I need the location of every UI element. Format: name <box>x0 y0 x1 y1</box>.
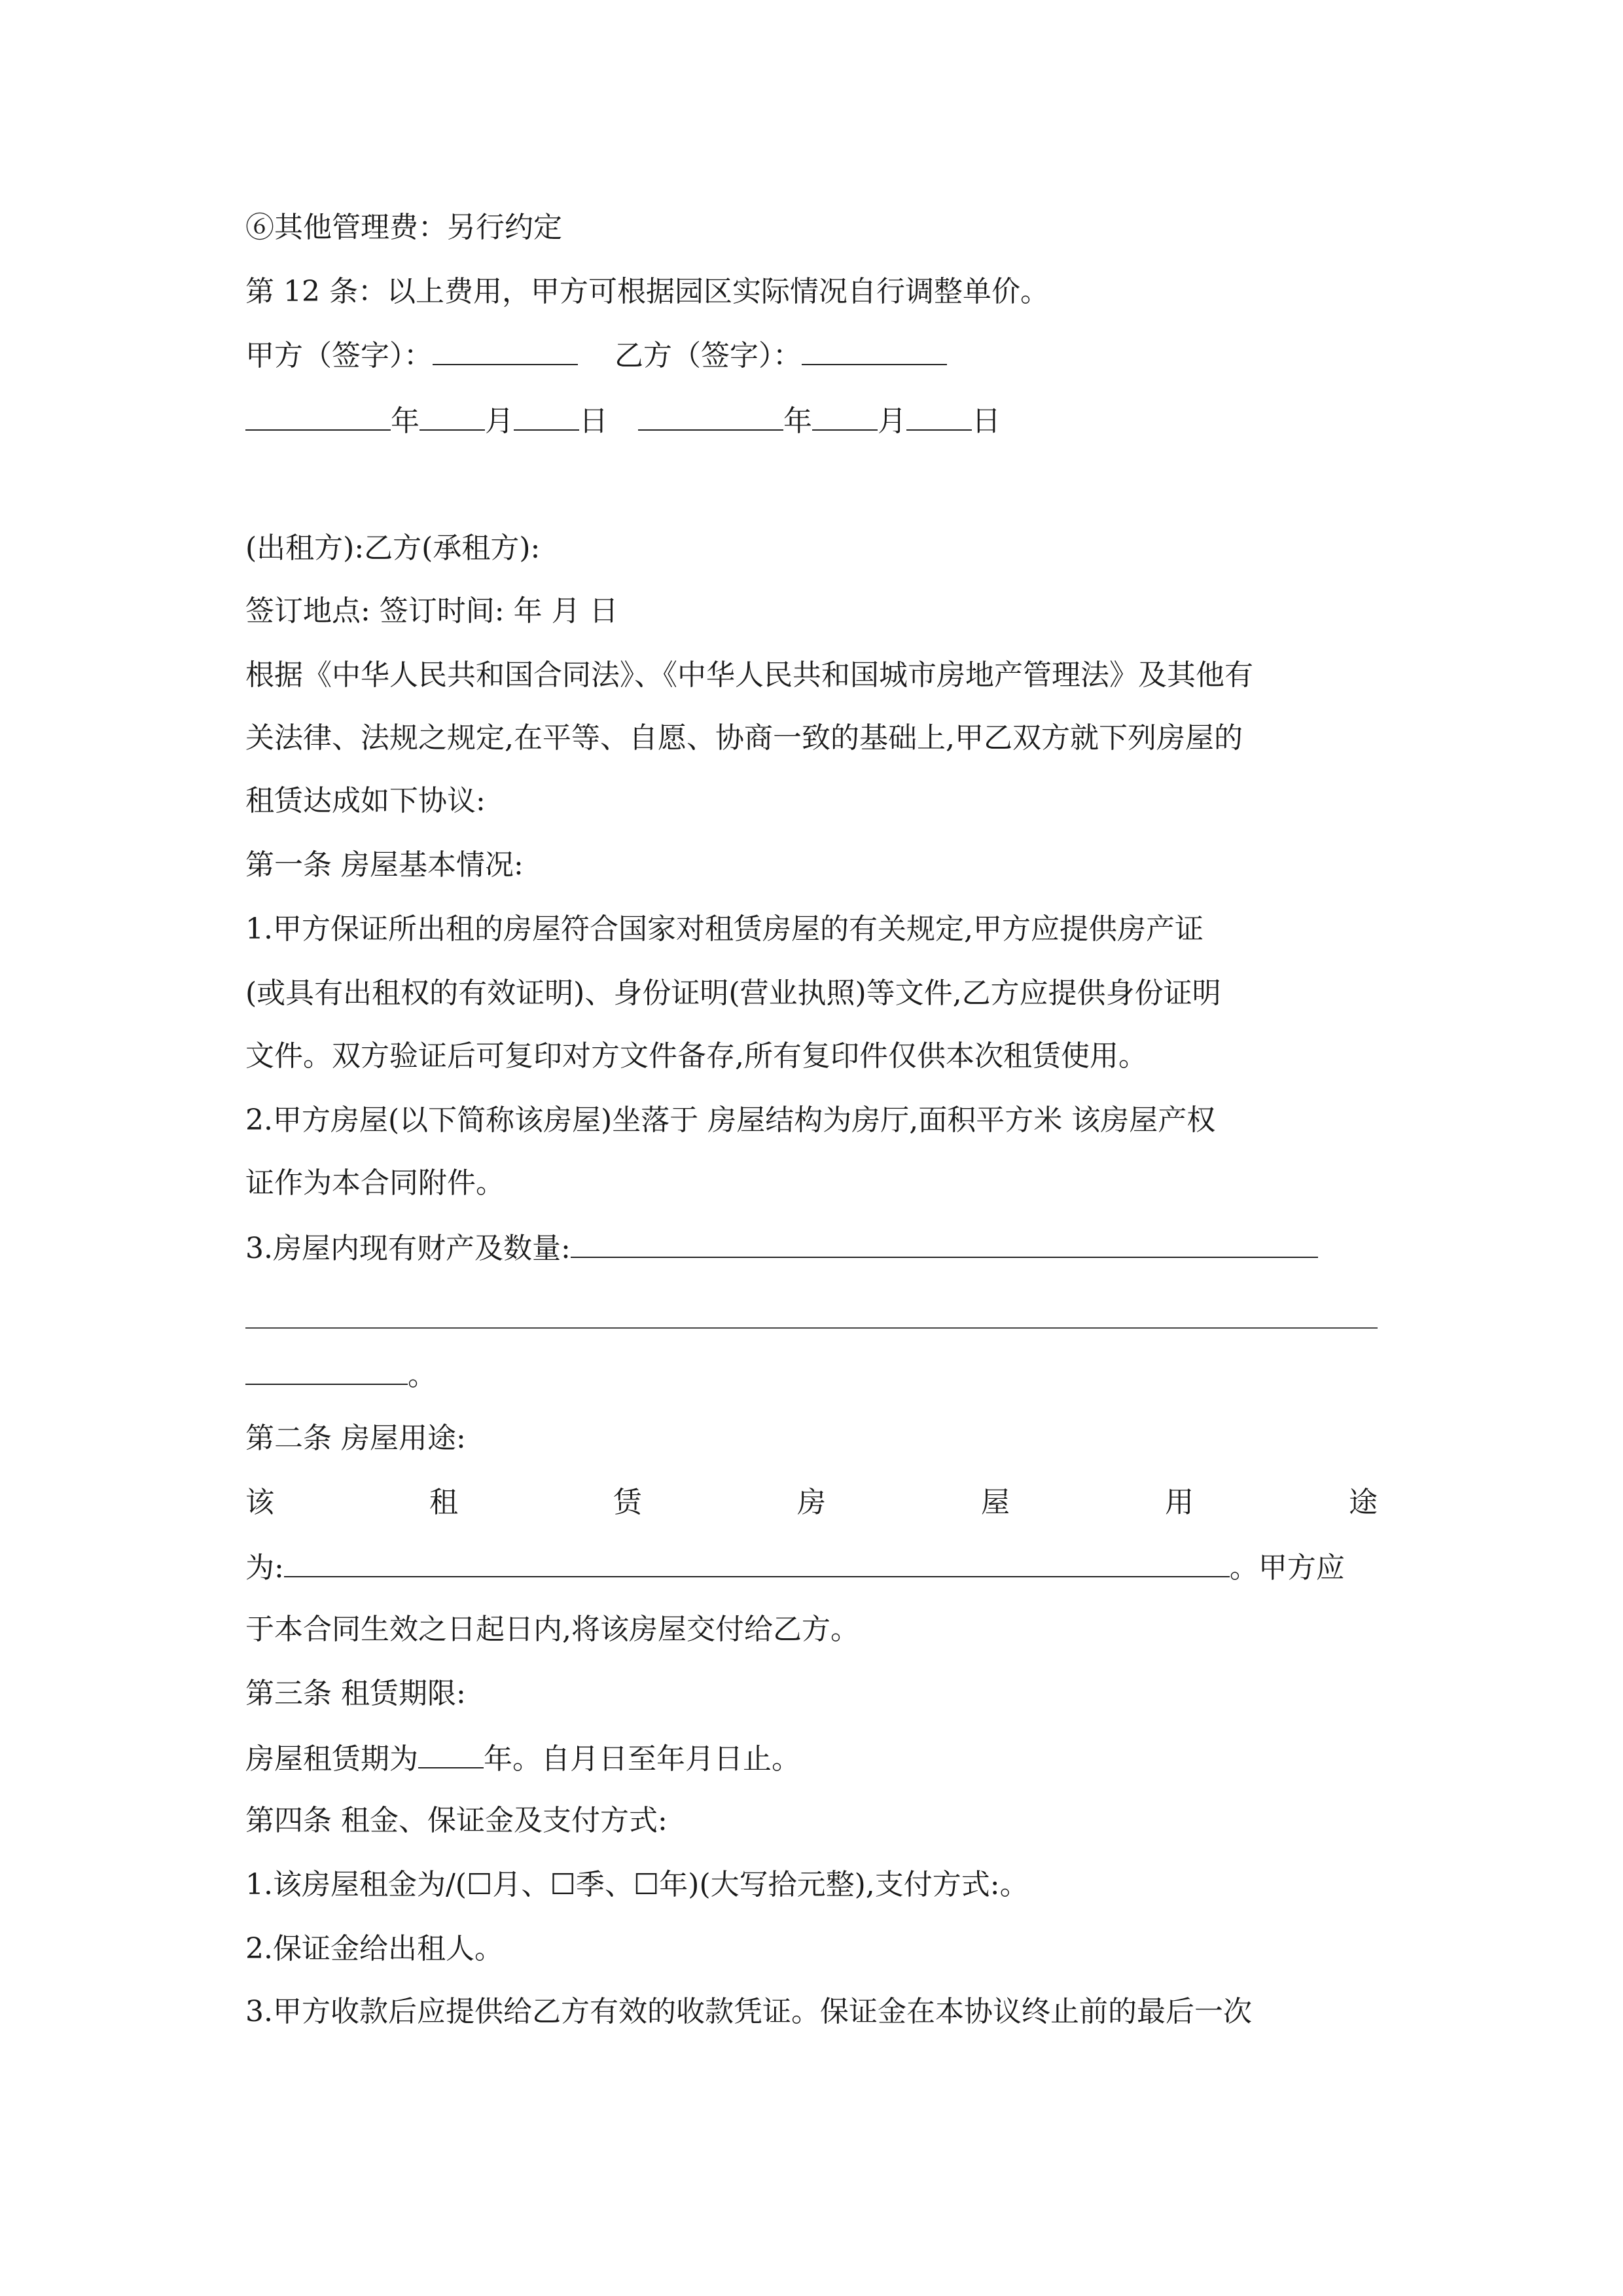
article-1-item-3 <box>245 1228 1378 1268</box>
spread-char: 用 <box>1165 1486 1194 1519</box>
spread-char: 赁 <box>613 1486 642 1519</box>
day-blank-b <box>906 401 972 431</box>
year-blank-a <box>245 401 391 431</box>
property-list-blank-3 <box>245 1355 408 1385</box>
usage-label: 为: <box>245 1551 284 1585</box>
article-1-item-3-end <box>245 1355 1378 1395</box>
clause-other-fees: ⑥其他管理费：另行约定 <box>245 211 562 244</box>
term-tail: 年。自月日至年月日止。 <box>484 1742 800 1776</box>
month-blank-a <box>419 401 485 431</box>
spread-char: 房 <box>797 1486 826 1519</box>
article-2-heading: 第二条 房屋用途: <box>245 1422 466 1455</box>
article-3-heading: 第三条 租赁期限: <box>245 1677 466 1710</box>
parties-line: (出租方):乙方(承租方): <box>245 531 541 565</box>
usage-tail: 。甲方应 <box>1229 1551 1345 1585</box>
article-1-item-1-line-2: (或具有出租权的有效证明)、身份证明(营业执照)等文件,乙方应提供身份证明 <box>245 977 1221 1010</box>
month-label-b: 月 <box>878 404 906 438</box>
year-label-b: 年 <box>783 404 812 438</box>
spread-char: 屋 <box>981 1486 1010 1519</box>
article-4-item-3: 3.甲方收款后应提供给乙方有效的收款凭证。保证金在本协议终止前的最后一次 <box>245 1995 1252 2028</box>
day-label-a: 日 <box>579 404 608 438</box>
article-2-usage-line <box>245 1547 1378 1588</box>
property-list-blank-2 <box>245 1327 1378 1329</box>
item-3-label: 3.房屋内现有财产及数量: <box>245 1232 571 1265</box>
spread-char: 该 <box>245 1486 274 1519</box>
day-label-b: 日 <box>972 404 1001 438</box>
article-1-heading: 第一条 房屋基本情况: <box>245 848 524 882</box>
article-1-item-2-line-2: 证作为本合同附件。 <box>245 1166 505 1200</box>
article-4-item-2: 2.保证金给出租人。 <box>245 1932 503 1965</box>
property-list-blank-1 <box>571 1228 1318 1258</box>
article-4-heading: 第四条 租金、保证金及支付方式: <box>245 1804 668 1837</box>
preamble-line-3: 租赁达成如下协议: <box>245 784 486 817</box>
article-4-item-1: 1.该房屋租金为/(☐月、☐季、☐年)(大写拾元整),支付方式:。 <box>245 1868 1029 1901</box>
article-2-spread-line <box>245 1483 1378 1522</box>
clause-12: 第 12 条：以上费用，甲方可根据园区实际情况自行调整单价。 <box>245 275 1049 308</box>
party-b-signature-blank <box>802 335 947 365</box>
article-2-delivery: 于本合同生效之日起日内,将该房屋交付给乙方。 <box>245 1613 859 1646</box>
spread-char: 途 <box>1349 1486 1378 1519</box>
year-blank-b <box>638 401 783 431</box>
article-1-item-1-line-1: 1.甲方保证所出租的房屋符合国家对租赁房屋的有关规定,甲方应提供房产证 <box>245 912 1204 946</box>
spread-char: 租 <box>429 1486 458 1519</box>
signing-place-time: 签订地点: 签订时间: 年 月 日 <box>245 594 618 628</box>
day-blank-a <box>514 401 579 431</box>
year-label-a: 年 <box>391 404 419 438</box>
term-years-blank <box>418 1738 484 1768</box>
preamble-line-2: 关法律、法规之规定,在平等、自愿、协商一致的基础上,甲乙双方就下列房屋的 <box>245 721 1243 755</box>
usage-blank <box>284 1547 1230 1577</box>
term-label: 房屋租赁期为 <box>245 1742 418 1776</box>
item-3-period: 。 <box>408 1359 437 1392</box>
party-a-signature-label: 甲方（签字）： <box>245 339 433 372</box>
date-line <box>245 401 1378 441</box>
article-1-item-1-line-3: 文件。双方验证后可复印对方文件备存,所有复印件仅供本次租赁使用。 <box>245 1039 1147 1073</box>
party-b-signature-label: 乙方（签字）： <box>615 339 802 372</box>
preamble-line-1: 根据《中华人民共和国合同法》、《中华人民共和国城市房地产管理法》及其他有 <box>245 658 1253 692</box>
signature-line <box>245 335 1378 376</box>
month-blank-b <box>812 401 878 431</box>
article-1-item-2-line-1: 2.甲方房屋(以下简称该房屋)坐落于 房屋结构为房厅,面积平方米 该房屋产权 <box>245 1103 1216 1137</box>
month-label-a: 月 <box>485 404 514 438</box>
article-3-term <box>245 1738 1378 1779</box>
party-a-signature-blank <box>433 335 578 365</box>
